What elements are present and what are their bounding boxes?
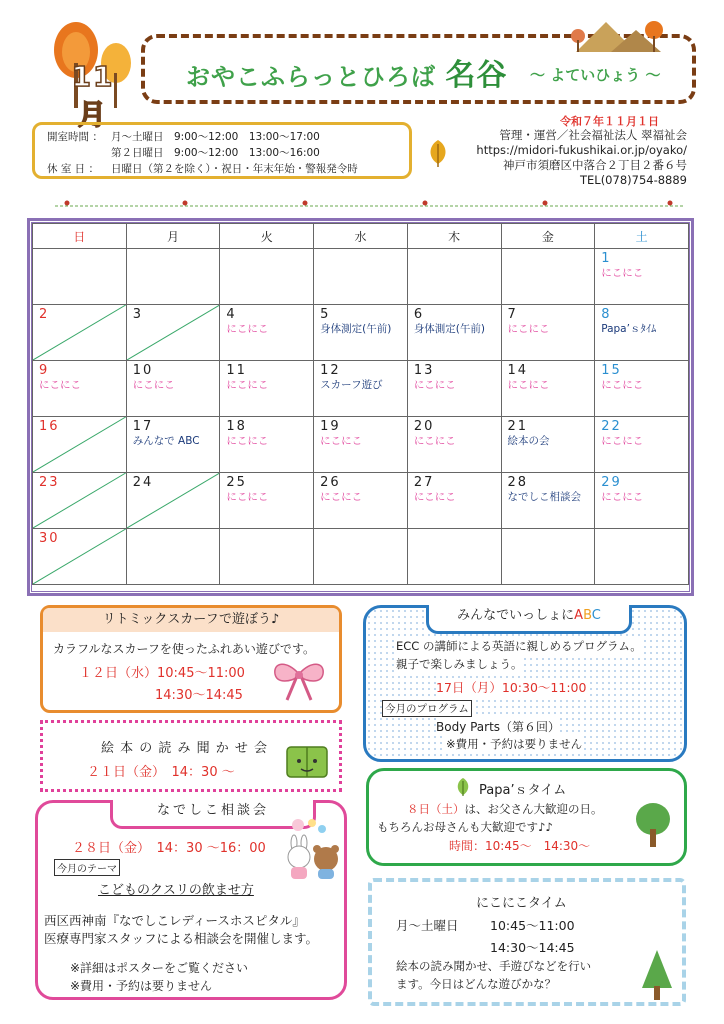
day-event: にこにこ [601,491,644,503]
nadeshiko-title: なでしこ相談会 [110,800,316,829]
day-number: 21 [507,419,529,434]
weekday-header: 金 [501,224,595,249]
day-number: 2 [39,307,50,322]
nadeshiko-time: ２８日（金） 14：30 ～16：00 [72,841,266,856]
day-number: 11 [226,363,247,378]
rhythmic-title: リトミックスカーフで遊ぼう♪ [43,608,339,632]
abc-program-label: 今月のプログラム [382,700,472,717]
day-event: 身体測定(午前) [320,323,392,335]
page-title [186,50,507,94]
closed-days-label: 休 室 日 ： [47,163,100,175]
nadeshiko-desc2: 医療専門家スタッフによる相談会を開催します。 [44,931,319,946]
day-number: 20 [413,419,435,434]
calendar-day-cell [407,305,501,361]
tree-icon [640,948,674,1002]
nadeshiko-consultation-box [35,800,347,1000]
closed-day-slash [33,305,126,360]
day-number: 5 [320,307,331,322]
calendar-day-cell [501,529,595,585]
calendar-day-cell [314,417,408,473]
closed-day-slash [127,473,220,528]
day-number: 23 [39,475,60,490]
abc-program: Body Parts（第６回） [436,720,561,734]
calendar-day-cell [126,305,220,361]
org-address: 神戸市須磨区中落合２丁目２番６号 [503,158,687,172]
day-number: 28 [507,475,529,490]
issue-date: 令和７年１１月１日 [560,115,659,128]
day-event: にこにこ [226,379,269,391]
nikoniko-time-box [368,878,686,1006]
day-number: 3 [132,307,143,322]
calendar-day-cell [220,249,314,305]
day-number: 17 [132,419,154,434]
day-event: にこにこ [413,379,456,391]
open-hours-row1: 月～土曜日 9:00～12:00 13:00～17:00 [111,131,320,143]
day-number: 6 [413,307,425,322]
day-number: 14 [507,363,529,378]
calendar-day-cell [220,361,314,417]
decorative-divider [55,198,685,210]
day-event: にこにこ [226,491,269,503]
day-event: 絵本の会 [507,435,550,447]
calendar-week [33,249,689,305]
abc-desc2: 親子で楽しみましょう。 [396,657,523,671]
day-event: にこにこ [320,435,363,447]
day-number: 4 [226,307,237,322]
calendar-day-cell [595,417,689,473]
day-number: 8 [601,307,612,322]
day-number: 24 [132,475,154,490]
day-number: 27 [413,475,435,490]
day-event: にこにこ [226,435,269,447]
nadeshiko-theme: こどものクスリの飲ませ方 [98,883,254,898]
nadeshiko-desc1: 西区西神南『なでしこレディースホスピタル』 [44,913,305,928]
calendar-week [33,529,689,585]
weekday-header: 水 [314,224,408,249]
day-number: 15 [601,363,622,378]
closed-day-slash [127,305,220,360]
leaf-icon [453,777,473,797]
closed-day-slash [33,473,126,528]
calendar-day-cell [595,305,689,361]
day-event: にこにこ [413,435,456,447]
open-hours-label: 開室時間 ： [47,131,103,143]
reading-title: 絵 本 の 読 み 聞 か せ 会 [101,741,269,756]
calendar-day-cell [220,417,314,473]
nikoniko-desc2: ます。今日はどんな遊びかな？ [396,977,557,991]
calendar-day-cell [314,249,408,305]
calendar-day-cell [407,361,501,417]
rhythmic-scarf-box [40,605,342,713]
open-hours-row2: 第２日曜日 9:00～12:00 13:00～16:00 [111,147,320,159]
nadeshiko-note1: ※詳細はポスターをご覧ください [70,961,249,975]
calendar-day-cell [33,529,127,585]
day-number: 16 [39,419,60,434]
day-number: 9 [39,363,50,378]
calendar-day-cell [407,473,501,529]
day-number: 10 [132,363,154,378]
day-event: にこにこ [507,323,550,335]
papa-line1: ８日（土）は、お父さん大歓迎の日。 [407,802,603,816]
organization-info [455,128,687,188]
papa-line2: もちろんお母さんも大歓迎です♪♪ [377,820,553,834]
day-event: にこにこ [320,491,363,503]
day-number: 25 [226,475,247,490]
nadeshiko-note2: ※費用・予約は要りません [70,979,213,993]
picture-book-reading-box [40,720,342,792]
day-event: なでしこ相談会 [507,491,582,503]
calendar-week [33,361,689,417]
calendar-day-cell [314,529,408,585]
weekday-header: 日 [33,224,127,249]
nikoniko-row1-time: 10:45～11:00 [490,918,575,933]
book-character-icon [281,739,333,781]
calendar-day-cell [33,249,127,305]
month-label: 11月 [71,60,115,131]
day-number: 13 [413,363,435,378]
abc-note: ※費用・予約は要りません [446,737,583,751]
papa-time: 時間：10:45～ 14:30～ [449,839,591,853]
closed-days-text: 日曜日（第２を除く）・祝日・年末年始・警報発令時 [111,163,358,175]
calendar-day-cell [126,473,220,529]
calendar-week [33,473,689,529]
abc-title: みんなでいっしょにABC [426,605,632,634]
tree-icon [633,801,673,849]
day-event: スカーフ遊び [320,379,383,391]
day-number: 1 [601,251,612,266]
calendar-day-cell [501,305,595,361]
day-number: 19 [320,419,341,434]
day-number: 18 [226,419,247,434]
calendar-day-cell [314,473,408,529]
org-phone: TEL(078)754-8889 [580,173,687,187]
nikoniko-row2-time: 14:30～14:45 [490,940,575,955]
mountain-trees-illustration [566,14,666,54]
calendar-day-cell [314,305,408,361]
day-number: 30 [39,531,60,546]
calendar-day-cell [407,529,501,585]
calendar-day-cell [595,361,689,417]
day-number: 7 [507,307,518,322]
org-url[interactable]: https://midori-fukushikai.or.jp/oyako/ [476,143,687,157]
nikoniko-title: にこにこタイム [476,896,567,911]
weekday-header: 火 [220,224,314,249]
calendar-day-cell [33,361,127,417]
day-event: にこにこ [601,379,644,391]
weekday-header: 土 [595,224,689,249]
calendar-day-cell [126,361,220,417]
calendar-day-cell [501,417,595,473]
nikoniko-desc1: 絵本の読み聞かせ、手遊びなどを行い [396,959,592,973]
day-event: にこにこ [39,379,81,391]
calendar-day-cell [220,305,314,361]
opening-hours-box [32,122,412,179]
monthly-calendar [32,223,689,585]
calendar-day-cell [501,473,595,529]
day-event: にこにこ [132,379,175,391]
day-event: 身体測定(午前) [413,323,486,335]
reading-time: ２１日（金） 14：30 ～ [87,765,235,780]
calendar-day-cell [501,361,595,417]
rhythmic-time1: １２日（水）10:45～11:00 [79,666,245,681]
nadeshiko-theme-label: 今月のテーマ [54,859,120,876]
day-event: みんなで ABC [132,435,200,447]
day-event: にこにこ [507,379,550,391]
rabbit-bear-icon [282,817,344,881]
closed-day-slash [33,529,126,584]
calendar-day-cell [501,249,595,305]
day-event: にこにこ [226,323,269,335]
weekday-header: 月 [126,224,220,249]
calendar-day-cell [126,417,220,473]
leaf-icon [424,138,452,168]
calendar-day-cell [33,473,127,529]
day-event: にこにこ [601,267,644,279]
calendar-day-cell [126,249,220,305]
weekday-header: 木 [407,224,501,249]
day-number: 29 [601,475,622,490]
abc-time: 17日（月）10:30～11:00 [436,680,587,695]
calendar-day-cell [33,305,127,361]
calendar-day-cell [407,417,501,473]
calendar-day-cell [595,249,689,305]
day-event: にこにこ [601,435,644,447]
ribbon-icon [269,656,329,702]
day-number: 12 [320,363,341,378]
calendar-day-cell [220,529,314,585]
calendar-day-cell [126,529,220,585]
org-manager: 管理・運営／社会福祉法人 翠福祉会 [499,128,687,142]
calendar-day-cell [595,473,689,529]
title-big: 名谷 [445,58,508,93]
calendar-day-cell [220,473,314,529]
english-abc-box [363,605,687,762]
page-subtitle: ～ よていひょう ～ [530,66,661,84]
calendar-day-cell [33,417,127,473]
day-number: 22 [601,419,622,434]
papa-title: Papa’ｓタイム [479,783,567,798]
day-number: 26 [320,475,341,490]
papa-time-box [366,768,687,866]
calendar-day-cell [314,361,408,417]
calendar-day-cell [595,529,689,585]
calendar-week [33,305,689,361]
calendar-day-cell [407,249,501,305]
title-small: おやこふらっとひろば [186,63,436,91]
closed-day-slash [33,417,126,472]
day-event: Papa’ｓﾀｲﾑ [601,323,657,335]
nikoniko-row1-label: 月～土曜日 [396,918,459,933]
rhythmic-time2: 14:30～14:45 [155,688,243,703]
day-event: にこにこ [413,491,456,503]
rhythmic-desc: カラフルなスカーフを使ったふれあい遊びです。 [53,642,315,656]
abc-desc1: ECC の講師による英語に親しめるプログラム。 [396,639,642,653]
calendar-week [33,417,689,473]
